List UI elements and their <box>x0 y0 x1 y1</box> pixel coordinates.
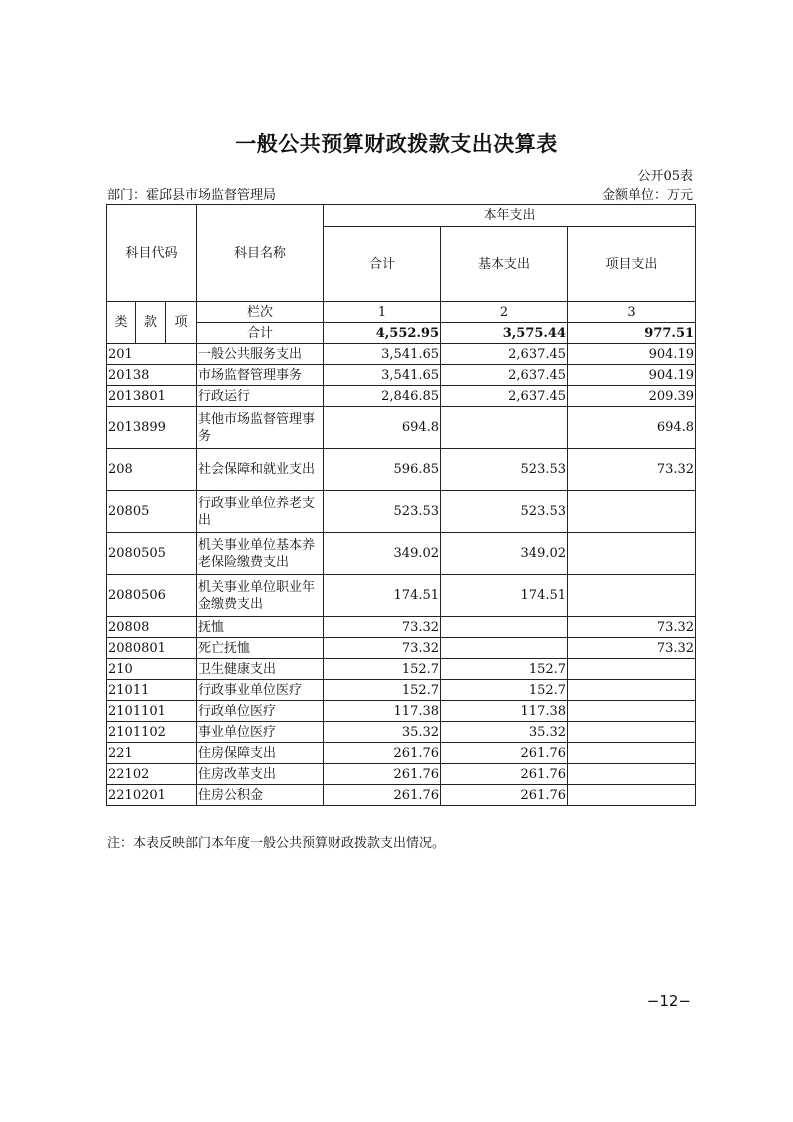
row-project: 209.39 <box>568 386 696 407</box>
row-code: 2080801 <box>107 638 197 659</box>
row-total: 35.32 <box>324 722 441 743</box>
row-code: 210 <box>107 659 197 680</box>
header-xiang: 项 <box>166 302 197 344</box>
row-basic: 2,637.45 <box>441 365 568 386</box>
row-name: 社会保障和就业支出 <box>197 449 324 491</box>
row-project <box>568 785 696 806</box>
table-note: 注：本表反映部门本年度一般公共预算财政拨款支出情况。 <box>107 836 446 851</box>
row-project: 73.32 <box>568 449 696 491</box>
row-total: 349.02 <box>324 533 441 575</box>
row-project <box>568 680 696 701</box>
table-row <box>107 701 696 722</box>
header-current-year: 本年支出 <box>324 205 696 227</box>
expenditure-table <box>106 204 696 806</box>
row-basic: 2,637.45 <box>441 344 568 365</box>
row-name: 其他市场监督管理事务 <box>197 407 324 449</box>
row-code: 2101102 <box>107 722 197 743</box>
row-name: 住房保障支出 <box>197 743 324 764</box>
row-code: 2101101 <box>107 701 197 722</box>
row-basic: 261.76 <box>441 764 568 785</box>
sum-project: 977.51 <box>568 323 696 344</box>
page-number: −12− <box>646 992 691 1010</box>
row-project <box>568 722 696 743</box>
row-basic: 261.76 <box>441 743 568 764</box>
table-row <box>107 722 696 743</box>
table-row <box>107 764 696 785</box>
row-code: 20808 <box>107 617 197 638</box>
row-total: 261.76 <box>324 743 441 764</box>
row-basic: 349.02 <box>441 533 568 575</box>
table-row <box>107 344 696 365</box>
header-lei: 类 <box>107 302 136 344</box>
row-total: 261.76 <box>324 785 441 806</box>
amount-unit-label: 金额单位：万元 <box>601 188 693 203</box>
row-total: 596.85 <box>324 449 441 491</box>
row-total: 73.32 <box>324 617 441 638</box>
sum-basic: 3,575.44 <box>441 323 568 344</box>
row-name: 市场监督管理事务 <box>197 365 324 386</box>
department-label: 部门：霍邱县市场监督管理局 <box>107 188 277 203</box>
table-row <box>107 365 696 386</box>
row-basic: 35.32 <box>441 722 568 743</box>
sum-label: 合计 <box>197 323 324 344</box>
row-project: 694.8 <box>568 407 696 449</box>
page-title: 一般公共预算财政拨款支出决算表 <box>235 132 558 156</box>
row-total: 152.7 <box>324 680 441 701</box>
col-number-3: 3 <box>568 302 696 323</box>
table-number: 公开05表 <box>637 169 693 184</box>
row-code: 20138 <box>107 365 197 386</box>
col-number-2: 2 <box>441 302 568 323</box>
row-code: 201 <box>107 344 197 365</box>
row-code: 2210201 <box>107 785 197 806</box>
row-project: 904.19 <box>568 365 696 386</box>
table-row <box>107 449 696 491</box>
row-basic <box>441 638 568 659</box>
header-subject-name: 科目名称 <box>197 205 324 302</box>
row-name: 事业单位医疗 <box>197 722 324 743</box>
row-code: 208 <box>107 449 197 491</box>
table-row <box>107 680 696 701</box>
table-row <box>107 743 696 764</box>
row-basic <box>441 617 568 638</box>
row-basic: 261.76 <box>441 785 568 806</box>
row-total: 523.53 <box>324 491 441 533</box>
row-project <box>568 743 696 764</box>
row-basic: 2,637.45 <box>441 386 568 407</box>
table-row <box>107 659 696 680</box>
row-total: 3,541.65 <box>324 344 441 365</box>
row-total: 73.32 <box>324 638 441 659</box>
row-total: 261.76 <box>324 764 441 785</box>
row-name: 行政运行 <box>197 386 324 407</box>
table-row <box>107 533 696 575</box>
row-project <box>568 701 696 722</box>
row-project <box>568 533 696 575</box>
table-row <box>107 785 696 806</box>
row-code: 221 <box>107 743 197 764</box>
row-code: 2080506 <box>107 575 197 617</box>
header-lanci: 栏次 <box>197 302 324 323</box>
row-name: 死亡抚恤 <box>197 638 324 659</box>
row-code: 2080505 <box>107 533 197 575</box>
row-name: 抚恤 <box>197 617 324 638</box>
row-name: 住房改革支出 <box>197 764 324 785</box>
row-code: 20805 <box>107 491 197 533</box>
row-total: 152.7 <box>324 659 441 680</box>
row-code: 2013801 <box>107 386 197 407</box>
table-row <box>107 575 696 617</box>
table-row <box>107 386 696 407</box>
row-total: 117.38 <box>324 701 441 722</box>
row-project <box>568 764 696 785</box>
row-name: 卫生健康支出 <box>197 659 324 680</box>
row-project: 73.32 <box>568 638 696 659</box>
row-total: 2,846.85 <box>324 386 441 407</box>
row-project <box>568 659 696 680</box>
row-name: 一般公共服务支出 <box>197 344 324 365</box>
header-project: 项目支出 <box>568 227 696 302</box>
row-code: 22102 <box>107 764 197 785</box>
row-name: 机关事业单位职业年金缴费支出 <box>197 575 324 617</box>
header-kuan: 款 <box>136 302 166 344</box>
row-project <box>568 575 696 617</box>
row-basic: 174.51 <box>441 575 568 617</box>
col-number-1: 1 <box>324 302 441 323</box>
row-basic: 523.53 <box>441 449 568 491</box>
row-basic: 523.53 <box>441 491 568 533</box>
row-code: 21011 <box>107 680 197 701</box>
row-project <box>568 491 696 533</box>
header-basic: 基本支出 <box>441 227 568 302</box>
row-name: 行政单位医疗 <box>197 701 324 722</box>
row-name: 行政事业单位医疗 <box>197 680 324 701</box>
row-code: 2013899 <box>107 407 197 449</box>
table-row <box>107 617 696 638</box>
row-total: 174.51 <box>324 575 441 617</box>
row-name: 行政事业单位养老支出 <box>197 491 324 533</box>
table-row <box>107 638 696 659</box>
sum-total: 4,552.95 <box>324 323 441 344</box>
row-basic: 152.7 <box>441 659 568 680</box>
header-total: 合计 <box>324 227 441 302</box>
row-name: 住房公积金 <box>197 785 324 806</box>
table-row <box>107 407 696 449</box>
table-row <box>107 491 696 533</box>
row-total: 694.8 <box>324 407 441 449</box>
header-subject-code: 科目代码 <box>107 205 197 302</box>
row-basic <box>441 407 568 449</box>
row-name: 机关事业单位基本养老保险缴费支出 <box>197 533 324 575</box>
row-total: 3,541.65 <box>324 365 441 386</box>
row-project: 73.32 <box>568 617 696 638</box>
row-basic: 117.38 <box>441 701 568 722</box>
row-project: 904.19 <box>568 344 696 365</box>
row-basic: 152.7 <box>441 680 568 701</box>
